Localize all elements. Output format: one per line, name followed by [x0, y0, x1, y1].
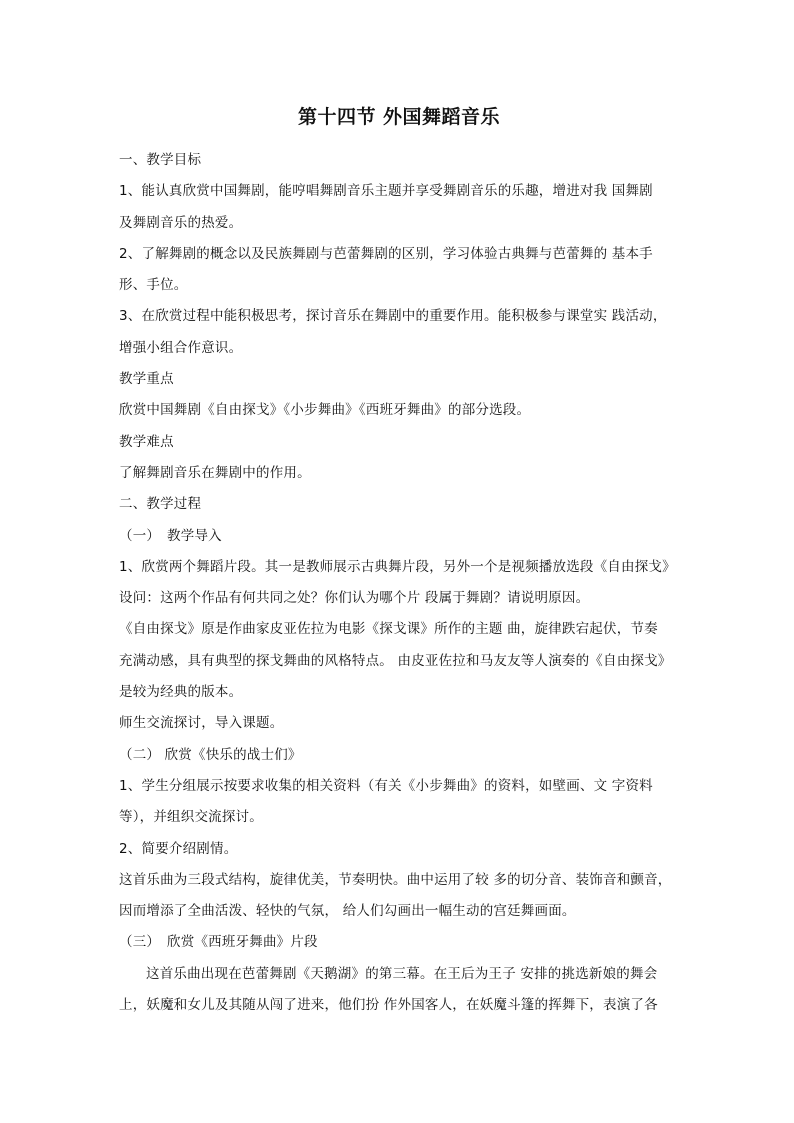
paragraph-line: 充满动感，具有典型的探戈舞曲的风格特点。 由皮亚佐拉和马友友等人演奏的《自由探戈》: [119, 652, 672, 669]
paragraph-line: 师生交流探讨，导入课题。: [119, 715, 284, 732]
section-heading-difficulties: 教学难点: [119, 433, 174, 450]
subsection-heading: （一） 教学导入: [119, 527, 222, 544]
section-heading-objectives: 一、教学目标: [119, 152, 202, 168]
paragraph-line: 欣赏中国舞剧《自由探戈》《小步舞曲》《西班牙舞曲》的部分选段。: [119, 402, 531, 419]
paragraph-line: 2、简要介绍剧情。: [119, 840, 238, 857]
paragraph-line: 是较为经典的版本。: [119, 684, 243, 701]
document-title: 第十四节 外国舞蹈音乐: [297, 106, 501, 128]
section-heading-key-points: 教学重点: [119, 371, 174, 388]
paragraph-line: 这首乐曲出现在芭蕾舞剧《天鹅湖》的第三幕。在王后为王子 安排的挑选新娘的舞会: [146, 965, 658, 982]
paragraph-line: 增强小组合作意识。: [119, 339, 243, 356]
paragraph-line: 1、能认真欣赏中国舞剧，能哼唱舞剧音乐主题并享受舞剧音乐的乐趣，增进对我 国舞剧: [119, 183, 653, 200]
paragraph-line: 等），并组织交流探讨。: [119, 809, 263, 826]
paragraph-line: 形、手位。: [119, 277, 188, 294]
paragraph-line: 1、欣赏两个舞蹈片段。其一是教师展示古典舞片段，另外一个是视频播放选段《自由探戈》: [119, 558, 676, 575]
paragraph-line: 3、在欣赏过程中能积极思考，探讨音乐在舞剧中的重要作用。能积极参与课堂实 践活动，: [119, 308, 667, 325]
subsection-heading: （二） 欣赏《快乐的战士们》: [119, 746, 302, 763]
paragraph-line: 及舞剧音乐的热爱。: [119, 214, 243, 231]
section-heading-process: 二、教学过程: [119, 496, 202, 513]
subsection-heading: （三） 欣赏《西班牙舞曲》片段: [119, 934, 318, 951]
paragraph-line: 这首乐曲为三段式结构，旋律优美，节奏明快。曲中运用了较 多的切分音、装饰音和颤音，: [119, 871, 672, 888]
paragraph-line: 1、学生分组展示按要求收集的相关资料（有关《小步舞曲》的资料，如壁画、文 字资料: [119, 777, 653, 794]
paragraph-line: 《自由探戈》原是作曲家皮亚佐拉为电影《探戈课》所作的主题 曲，旋律跌宕起伏，节奏: [119, 621, 658, 638]
paragraph-line: 因而增添了全曲活泼、轻快的气氛， 给人们勾画出一幅生动的宫廷舞画面。: [119, 903, 576, 920]
paragraph-line: 2、了解舞剧的概念以及民族舞剧与芭蕾舞剧的区别，学习体验古典舞与芭蕾舞的 基本手: [119, 245, 653, 262]
paragraph-line: 了解舞剧音乐在舞剧中的作用。: [119, 464, 311, 481]
document-body: [119, 103, 679, 1021]
paragraph-line: 设问：这两个作品有何共同之处？你们认为哪个片 段属于舞剧？请说明原因。: [119, 590, 590, 607]
paragraph-line: 上，妖魔和女儿及其随从闯了进来，他们扮 作外国客人，在妖魔斗篷的挥舞下，表演了各: [119, 997, 658, 1014]
